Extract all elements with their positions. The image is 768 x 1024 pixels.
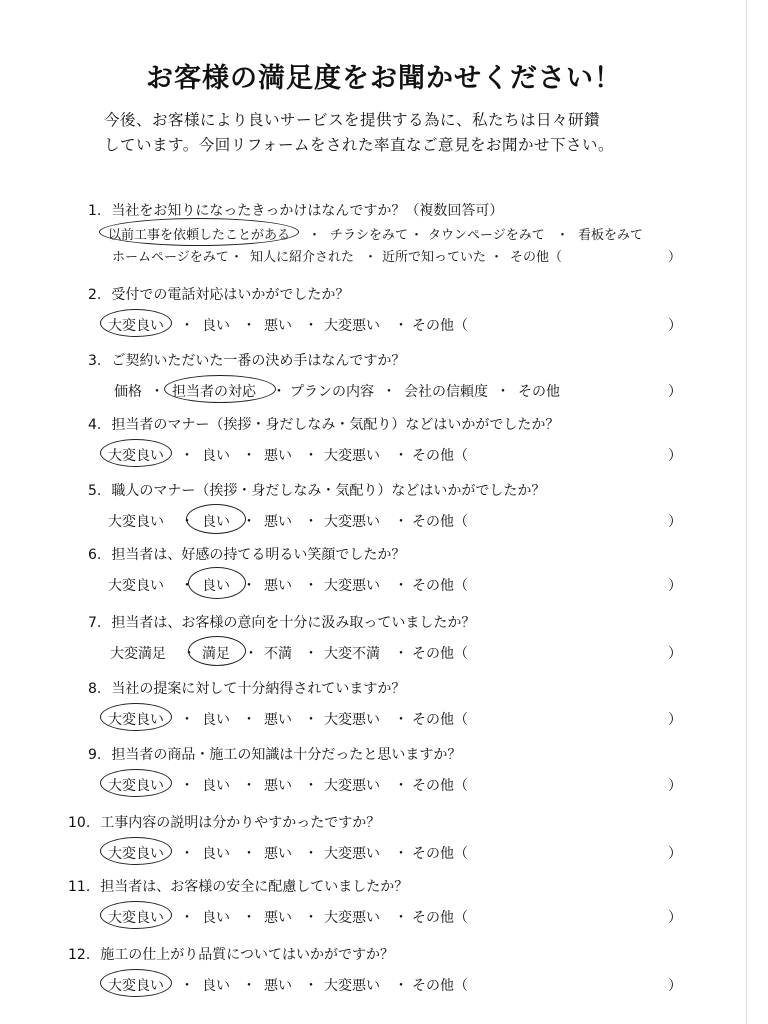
question-1 [0,200,768,264]
close-paren: ） [668,384,682,400]
option-flyer[interactable]: チラシをみて [330,228,409,243]
option-very-bad[interactable]: 大変悪い [324,514,380,530]
option-good[interactable]: 良い [202,318,230,334]
question-number: 9. [88,747,102,763]
intro-line-2: しています。今回リフォームをされた率直なご意見をお聞かせ下さい。 [104,136,614,154]
question-text: 担当者の商品・施工の知識は十分だったと思いますか？ [111,747,462,763]
question-11 [0,876,768,940]
question-9 [0,744,768,808]
separator-dot: ・ [394,910,408,926]
separator-dot: ・ [556,228,570,243]
separator-dot: ・ [242,578,256,594]
separator-dot: ・ [180,778,194,794]
separator-dot: ・ [394,448,408,464]
separator-dot: ・ [364,250,378,265]
question-number: 11. [68,879,91,895]
option-other[interactable]: その他（ [412,778,468,794]
question-1-options-row-2 [112,246,692,268]
question-number: 5. [88,483,102,499]
option-other[interactable]: その他（ [412,978,468,994]
separator-dot: ・ [394,978,408,994]
option-company-trust[interactable]: 会社の信頼度 [404,384,488,400]
option-good[interactable]: 良い [202,448,230,464]
question-text: 担当者は、お客様の安全に配慮していましたか？ [100,879,409,895]
option-price[interactable]: 価格 [114,384,142,400]
question-text: ご契約いただいた一番の決め手はなんですか？ [111,353,406,369]
separator-dot: ・ [394,318,408,334]
option-bad[interactable]: 悪い [264,514,292,530]
option-very-bad[interactable]: 大変悪い [324,910,380,926]
question-text: 担当者のマナー（挨拶・身だしなみ・気配り）などはいかがでしたか？ [111,417,560,433]
option-referral[interactable]: 知人に紹介された [250,250,355,265]
separator-dot: ・ [304,514,318,530]
option-bad[interactable]: 悪い [264,846,292,862]
close-paren: ） [668,514,682,530]
question-7 [0,612,768,676]
option-good[interactable]: 良い [202,778,230,794]
separator-dot: ・ [496,384,510,400]
option-bad[interactable]: 悪い [264,318,292,334]
separator-dot: ・ [304,978,318,994]
question-8-options [108,709,688,731]
separator-dot: ・ [182,646,196,662]
option-town-page[interactable]: タウンページをみて [428,228,545,243]
question-number: 8. [88,681,102,697]
option-very-bad[interactable]: 大変悪い [324,578,380,594]
option-very-good[interactable]: 大変良い [108,445,164,465]
option-good[interactable]: 良い [202,910,230,926]
question-text: 施工の仕上がり品質についてはいかがですか？ [100,947,394,963]
option-bad[interactable]: 悪い [264,578,292,594]
separator-dot: ・ [304,448,318,464]
separator-dot: ・ [304,646,318,662]
question-4 [0,414,768,478]
question-2 [0,284,768,348]
close-paren: ） [668,318,682,334]
separator-dot: ・ [394,646,408,662]
separator-dot: ・ [180,846,194,862]
separator-dot: ・ [150,384,164,400]
separator-dot: ・ [308,228,322,243]
separator-dot: ・ [410,228,424,243]
close-paren: ） [668,578,682,594]
separator-dot: ・ [242,712,256,728]
intro-line-1: 今後、お客様により良いサービスを提供する為に、私たちは日々研鑽 [104,111,601,129]
option-bad[interactable]: 悪い [264,910,292,926]
option-neighborhood[interactable]: 近所で知っていた [382,250,487,265]
separator-dot: ・ [242,778,256,794]
question-7-options [110,643,690,665]
separator-dot: ・ [304,910,318,926]
option-good[interactable]: 良い [202,511,230,531]
option-other[interactable]: その他 [518,384,560,400]
separator-dot: ・ [272,384,286,400]
question-number: 10. [68,815,91,831]
option-very-good[interactable]: 大変良い [108,975,164,995]
question-10-options [108,843,688,865]
close-paren: ） [668,250,682,265]
separator-dot: ・ [394,578,408,594]
option-bad[interactable]: 悪い [264,712,292,728]
question-number: 3. [88,353,102,369]
option-very-good[interactable]: 大変良い [108,709,164,729]
separator-dot: ・ [180,578,194,594]
close-paren: ） [668,778,682,794]
option-previous-work[interactable]: 以前工事を依頼したことがある [108,224,290,243]
separator-dot: ・ [242,846,256,862]
separator-dot: ・ [180,318,194,334]
question-1-options-row-1 [108,224,688,246]
question-11-options [108,907,688,929]
option-other[interactable]: その他（ [412,846,468,862]
separator-dot: ・ [394,846,408,862]
question-6-options [108,575,688,597]
separator-dot: ・ [394,778,408,794]
separator-dot: ・ [490,250,504,265]
separator-dot: ・ [244,646,258,662]
separator-dot: ・ [394,514,408,530]
option-dissatisfied[interactable]: 不満 [264,646,292,662]
question-text: 当社の提案に対して十分納得されていますか？ [111,681,406,697]
option-very-good[interactable]: 大変良い [108,907,164,927]
option-bad[interactable]: 悪い [264,778,292,794]
option-very-bad[interactable]: 大変悪い [324,778,380,794]
question-text: 職人のマナー（挨拶・身だしなみ・気配り）などはいかがでしたか？ [111,483,546,499]
question-6 [0,544,768,608]
question-number: 6. [88,547,102,563]
question-number: 7. [88,615,102,631]
question-4-options [108,445,688,467]
separator-dot: ・ [180,514,194,530]
question-2-options [108,315,688,337]
question-number: 1. [88,203,102,219]
option-very-good[interactable]: 大変良い [108,514,164,530]
question-8 [0,678,768,742]
separator-dot: ・ [242,910,256,926]
question-text: 工事内容の説明は分かりやすかったですか？ [100,815,381,831]
option-very-bad[interactable]: 大変悪い [324,318,380,334]
separator-dot: ・ [304,712,318,728]
option-other[interactable]: その他（ [412,910,468,926]
question-5-options [108,511,688,533]
option-very-bad[interactable]: 大変悪い [324,846,380,862]
close-paren: ） [668,646,682,662]
option-very-bad[interactable]: 大変悪い [324,712,380,728]
close-paren: ） [668,978,682,994]
close-paren: ） [668,712,682,728]
close-paren: ） [668,846,682,862]
question-3-options [114,381,694,403]
option-other[interactable]: その他（ [412,448,468,464]
option-other[interactable]: その他（ [412,578,468,594]
separator-dot: ・ [304,578,318,594]
option-very-bad[interactable]: 大変悪い [324,448,380,464]
option-other[interactable]: その他（ [510,250,563,265]
option-other[interactable]: その他（ [412,514,468,530]
separator-dot: ・ [394,712,408,728]
question-text: 受付での電話対応はいかがでしたか？ [111,287,350,303]
close-paren: ） [668,448,682,464]
question-number: 4. [88,417,102,433]
separator-dot: ・ [180,978,194,994]
separator-dot: ・ [230,250,244,265]
question-number: 12. [68,947,91,963]
option-other[interactable]: その他（ [412,318,468,334]
question-number: 2. [88,287,102,303]
question-text: 担当者は、お客様の意向を十分に汲み取っていましたか？ [111,615,476,631]
separator-dot: ・ [242,318,256,334]
separator-dot: ・ [242,978,256,994]
option-good[interactable]: 良い [202,575,230,595]
option-good[interactable]: 良い [202,846,230,862]
question-text: 当社をお知りになったきっかけはなんですか？（複数回答可） [111,203,504,219]
separator-dot: ・ [180,910,194,926]
option-good[interactable]: 良い [202,712,230,728]
separator-dot: ・ [180,712,194,728]
question-9-options [108,775,688,797]
question-12 [0,944,768,1008]
option-very-dissatisfied[interactable]: 大変不満 [324,646,380,662]
separator-dot: ・ [304,318,318,334]
option-satisfied[interactable]: 満足 [202,643,230,663]
option-very-bad[interactable]: 大変悪い [324,978,380,994]
separator-dot: ・ [242,514,256,530]
question-5 [0,480,768,544]
close-paren: ） [668,910,682,926]
question-12-options [108,975,688,997]
option-staff-response[interactable]: 担当者の対応 [172,381,256,401]
option-very-good[interactable]: 大変良い [108,843,164,863]
separator-dot: ・ [304,846,318,862]
option-homepage[interactable]: ホームページをみて [112,250,229,265]
page-title: お客様の満足度をお聞かせください！ [146,63,622,94]
separator-dot: ・ [180,448,194,464]
separator-dot: ・ [382,384,396,400]
option-very-good[interactable]: 大変良い [108,578,164,594]
option-bad[interactable]: 悪い [264,978,292,994]
separator-dot: ・ [242,448,256,464]
option-good[interactable]: 良い [202,978,230,994]
separator-dot: ・ [304,778,318,794]
option-other[interactable]: その他（ [412,712,468,728]
option-very-good[interactable]: 大変良い [108,315,164,335]
option-signboard[interactable]: 看板をみて [578,228,644,243]
option-plan[interactable]: プランの内容 [290,384,374,400]
option-very-satisfied[interactable]: 大変満足 [110,646,166,662]
option-other[interactable]: その他（ [412,646,468,662]
option-very-good[interactable]: 大変良い [108,775,164,795]
option-bad[interactable]: 悪い [264,448,292,464]
question-1-line [88,200,503,220]
question-3 [0,350,768,414]
question-text: 担当者は、好感の持てる明るい笑顔でしたか？ [111,547,406,563]
question-10 [0,812,768,876]
